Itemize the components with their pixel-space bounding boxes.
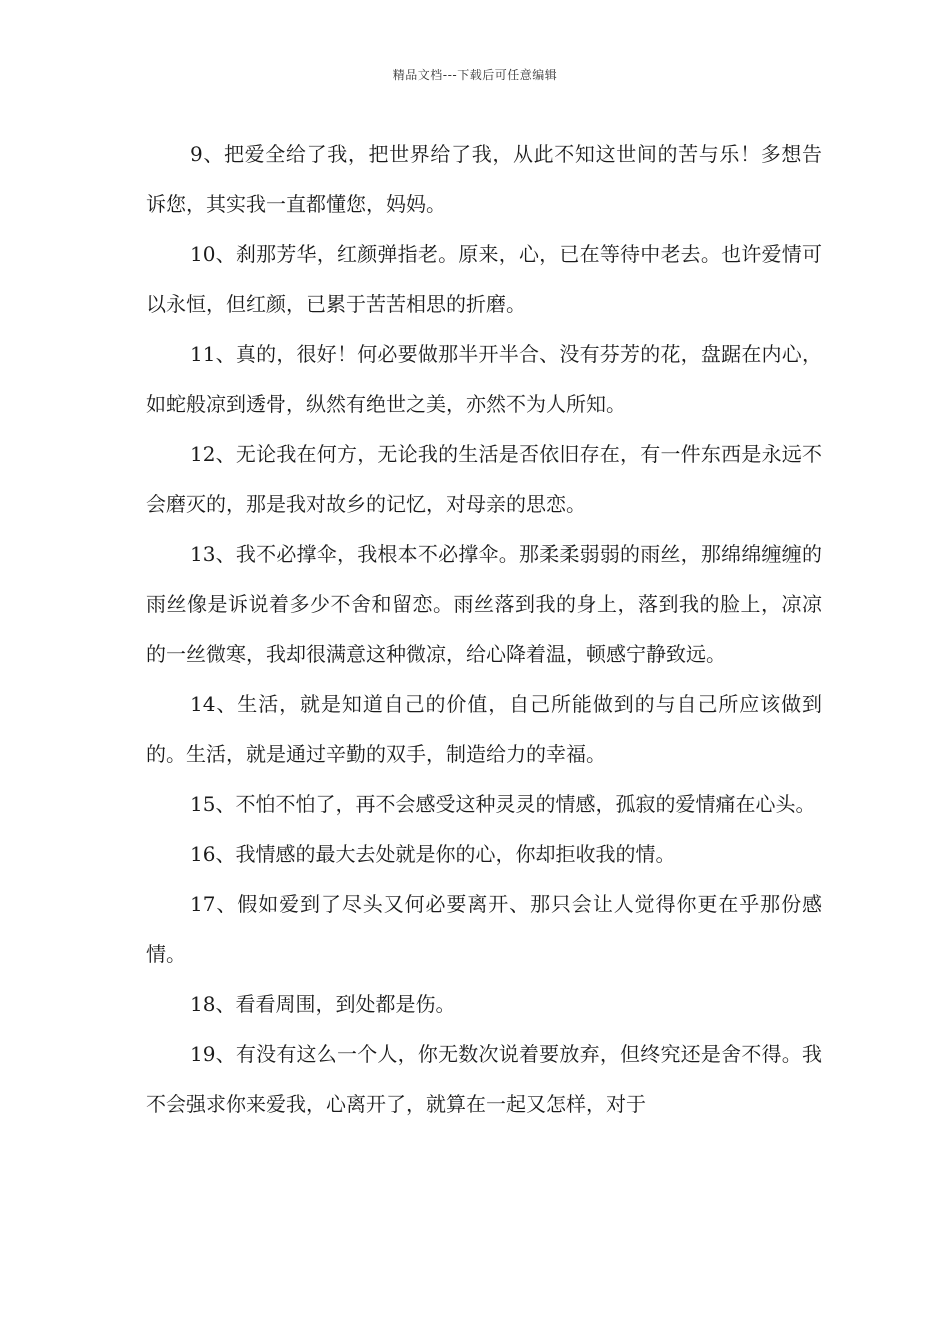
paragraph-17: 17、假如爱到了尽头又何必要离开、那只会让人觉得你更在乎那份感情。: [146, 892, 822, 966]
paragraph-18: 18、看看周围，到处都是伤。: [190, 992, 456, 1016]
document-body: [146, 129, 822, 1129]
paragraph-11: 11、真的，很好！何必要做那半开半合、没有芬芳的花，盘踞在内心，如蛇般凉到透骨，纵然有绝世之美，亦然不为人所知。: [146, 342, 822, 416]
paragraph-15: 15、不怕不怕了，再不会感受这种灵灵的情感，孤寂的爱情痛在心头。: [190, 792, 816, 816]
paragraph-19: 19、有没有这么一个人，你无数次说着要放弃，但终究还是舍不得。我不会强求你来爱我，心离开了，就算在一起又怎样，对于: [146, 1042, 822, 1116]
paragraph-13: 13、我不必撑伞，我根本不必撑伞。那柔柔弱弱的雨丝，那绵绵缠缠的雨丝像是诉说着多少不舍和留恋。雨丝落到我的身上，落到我的脸上，凉凉的一丝微寒，我却很满意这种微凉，给心降着温，顿感宁静致远。: [146, 542, 822, 666]
paragraph-12: 12、无论我在何方，无论我的生活是否依旧存在，有一件东西是永远不会磨灭的，那是我对故乡的记忆，对母亲的思恋。: [146, 442, 822, 516]
paragraph-10: 10、刹那芳华，红颜弹指老。原来，心，已在等待中老去。也许爱情可以永恒，但红颜，已累于苦苦相思的折磨。: [146, 242, 822, 316]
paragraph-16: 16、我情感的最大去处就是你的心，你却拒收我的情。: [190, 842, 676, 866]
paragraph-9: 9、把爱全给了我，把世界给了我，从此不知这世间的苦与乐！多想告诉您，其实我一直都懂您，妈妈。: [146, 142, 822, 216]
page-header: 精品文档---下载后可任意编辑: [392, 68, 558, 82]
paragraph-14: 14、生活，就是知道自己的价值，自己所能做到的与自己所应该做到的。生活，就是通过辛勤的双手，制造给力的幸福。: [146, 692, 822, 766]
